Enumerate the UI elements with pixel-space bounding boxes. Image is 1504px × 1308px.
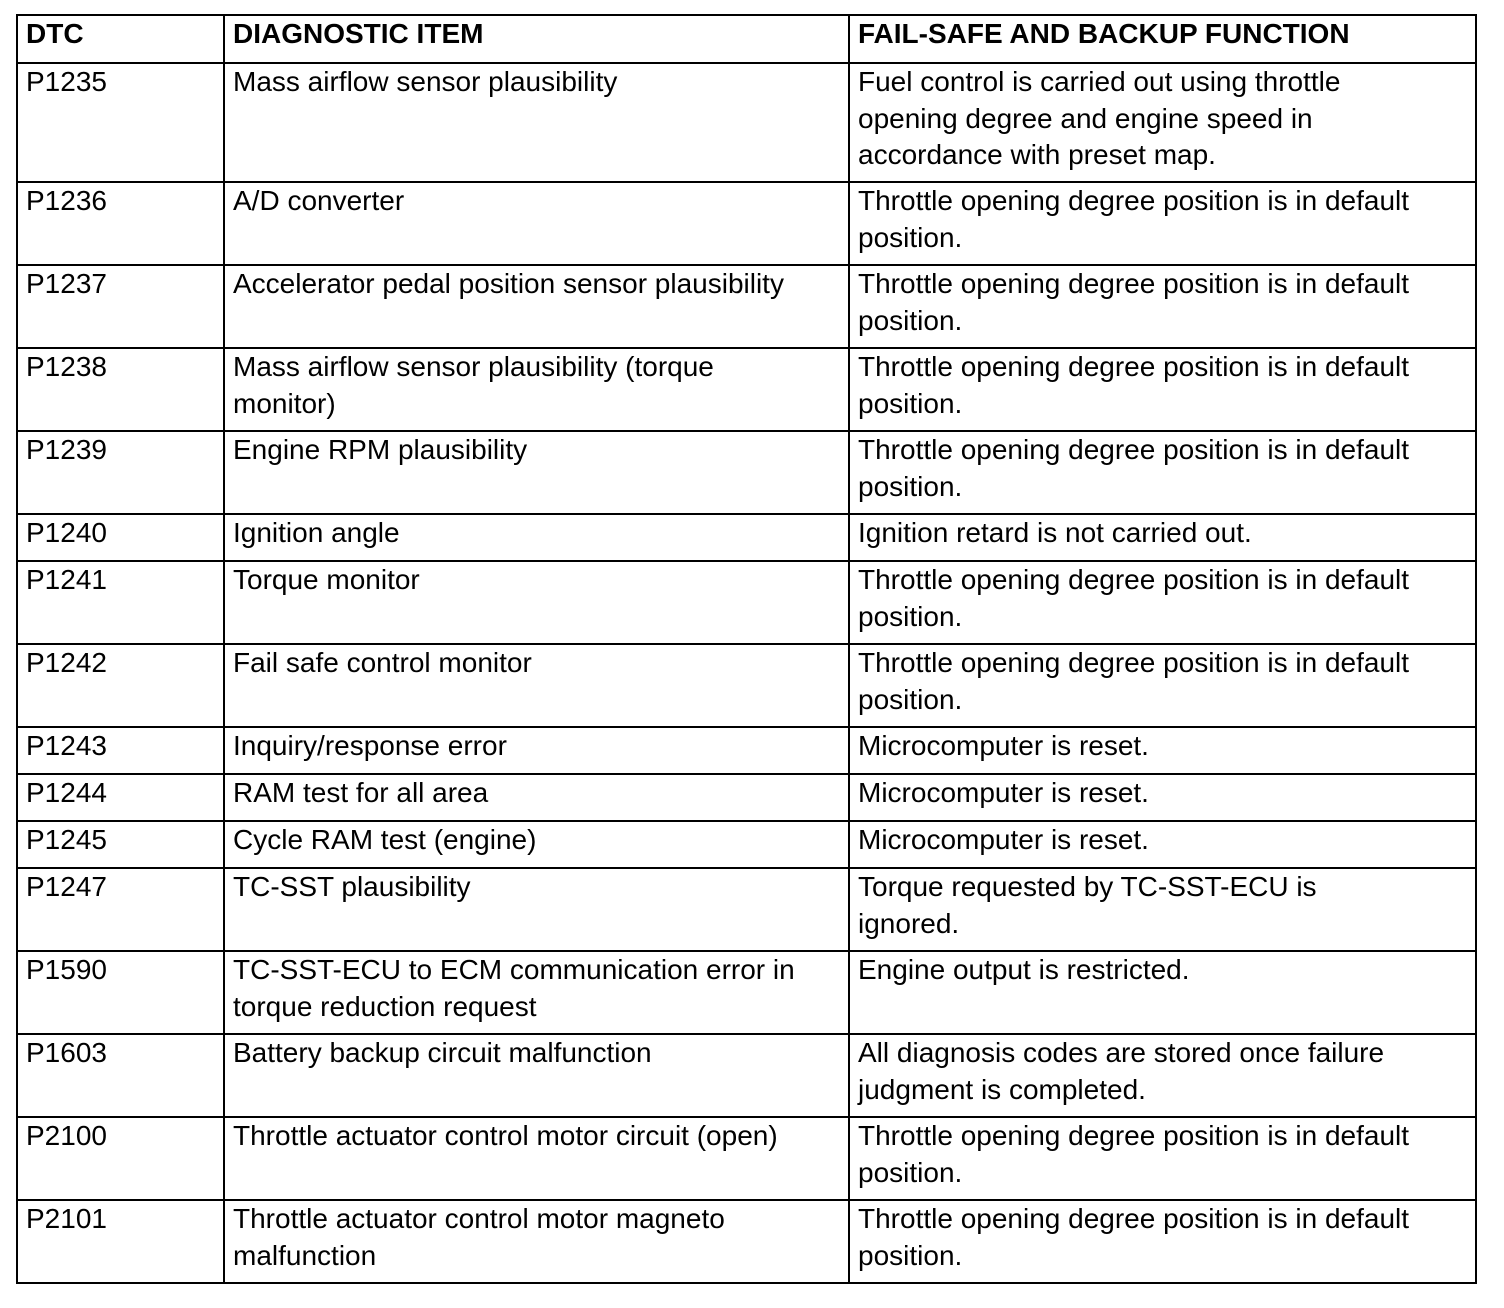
cell-dtc-code: P1237 (17, 265, 224, 348)
cell-fail-safe-function (849, 63, 1476, 182)
fail-safe-line: judgment is completed. (858, 1073, 1146, 1105)
diagnostic-item-line: Inquiry/response error (233, 730, 507, 761)
table-row (17, 951, 1476, 1034)
fail-safe-line: Throttle opening degree position is in default (858, 434, 1410, 465)
cell-dtc-code: P1603 (17, 1034, 224, 1117)
fail-safe-line: Microcomputer is reset. (858, 730, 1149, 761)
diagnostic-item-line: malfunction (233, 1239, 377, 1271)
cell-diagnostic-item (224, 1117, 849, 1200)
cell-diagnostic-item (224, 727, 849, 774)
cell-diagnostic-item (224, 514, 849, 561)
cell-diagnostic-item (224, 644, 849, 727)
diagnostic-item-line: Throttle actuator control motor magneto (233, 1203, 725, 1234)
diagnostic-item-line: Engine RPM plausibility (233, 434, 528, 465)
fail-safe-line: ignored. (858, 907, 960, 939)
fail-safe-line: position. (858, 1239, 963, 1271)
cell-dtc-code: P1590 (17, 951, 224, 1034)
cell-fail-safe-function (849, 1034, 1476, 1117)
fail-safe-line: position. (858, 304, 963, 336)
cell-diagnostic-item (224, 1200, 849, 1283)
cell-diagnostic-item (224, 561, 849, 644)
table-row (17, 774, 1476, 821)
diagnostic-item-line: Ignition angle (233, 517, 400, 548)
diagnostic-item-line: Mass airflow sensor plausibility (233, 66, 618, 97)
fail-safe-line: opening degree and engine speed in (858, 102, 1313, 134)
table-row (17, 1200, 1476, 1283)
diagnostic-item-line: Throttle actuator control motor circuit (open) (233, 1120, 778, 1151)
cell-dtc-code: P1242 (17, 644, 224, 727)
diagnostic-item-line: A/D converter (233, 185, 405, 216)
header-diagnostic-item: DIAGNOSTIC ITEM (224, 15, 849, 63)
cell-dtc-code: P1247 (17, 868, 224, 951)
cell-fail-safe-function (849, 561, 1476, 644)
cell-dtc-code: P1241 (17, 561, 224, 644)
fail-safe-line: accordance with preset map. (858, 139, 1216, 170)
fail-safe-line: Throttle opening degree position is in default (858, 647, 1410, 678)
cell-diagnostic-item (224, 265, 849, 348)
cell-fail-safe-function (849, 821, 1476, 868)
diagnostic-item-line: Battery backup circuit malfunction (233, 1037, 652, 1068)
fail-safe-line: Throttle opening degree position is in default (858, 1120, 1410, 1151)
diagnostic-item-line: TC-SST-ECU to ECM communication error in (233, 954, 795, 985)
cell-fail-safe-function (849, 348, 1476, 431)
table-row (17, 561, 1476, 644)
diagnostic-item-line: Torque monitor (233, 564, 420, 595)
fail-safe-line: Microcomputer is reset. (858, 824, 1149, 855)
fail-safe-line: Throttle opening degree position is in default (858, 268, 1410, 299)
fail-safe-line: position. (858, 1156, 963, 1188)
fail-safe-line: Torque requested by TC-SST-ECU is (858, 871, 1317, 902)
cell-diagnostic-item (224, 431, 849, 514)
table-row (17, 644, 1476, 727)
cell-dtc-code: P1235 (17, 63, 224, 182)
table-row (17, 1034, 1476, 1117)
table-header-row (17, 15, 1476, 63)
cell-dtc-code: P1238 (17, 348, 224, 431)
cell-diagnostic-item (224, 821, 849, 868)
fail-safe-line: position. (858, 387, 963, 419)
cell-fail-safe-function (849, 868, 1476, 951)
cell-diagnostic-item (224, 348, 849, 431)
header-dtc: DTC (17, 15, 224, 63)
table-row (17, 727, 1476, 774)
cell-dtc-code: P1245 (17, 821, 224, 868)
diagnostic-item-line: torque reduction request (233, 990, 537, 1022)
cell-diagnostic-item (224, 63, 849, 182)
cell-dtc-code: P1236 (17, 182, 224, 265)
cell-dtc-code: P1240 (17, 514, 224, 561)
table-row (17, 348, 1476, 431)
cell-dtc-code: P2101 (17, 1200, 224, 1283)
table-row (17, 265, 1476, 348)
diagnostic-item-line: RAM test for all area (233, 777, 489, 808)
dtc-failsafe-table (16, 14, 1477, 1284)
fail-safe-line: Throttle opening degree position is in default (858, 185, 1410, 216)
table-row (17, 431, 1476, 514)
cell-fail-safe-function (849, 951, 1476, 1034)
diagnostic-item-line: monitor) (233, 387, 336, 419)
fail-safe-line: position. (858, 683, 963, 715)
cell-fail-safe-function (849, 644, 1476, 727)
fail-safe-line: position. (858, 600, 963, 632)
cell-fail-safe-function (849, 514, 1476, 561)
cell-diagnostic-item (224, 1034, 849, 1117)
table-row (17, 868, 1476, 951)
table-row (17, 821, 1476, 868)
table-row (17, 182, 1476, 265)
fail-safe-line: Throttle opening degree position is in default (858, 564, 1410, 595)
diagnostic-item-line: Accelerator pedal position sensor plausibility (233, 268, 784, 299)
diagnostic-item-line: Fail safe control monitor (233, 647, 532, 678)
cell-diagnostic-item (224, 868, 849, 951)
cell-dtc-code: P1244 (17, 774, 224, 821)
fail-safe-line: Engine output is restricted. (858, 954, 1190, 985)
cell-diagnostic-item (224, 951, 849, 1034)
cell-fail-safe-function (849, 431, 1476, 514)
table-row (17, 514, 1476, 561)
fail-safe-line: All diagnosis codes are stored once failure (858, 1037, 1385, 1068)
table-row (17, 63, 1476, 182)
table-body (17, 63, 1476, 1283)
cell-fail-safe-function (849, 265, 1476, 348)
table-row (17, 1117, 1476, 1200)
fail-safe-line: position. (858, 221, 963, 253)
fail-safe-line: position. (858, 470, 963, 502)
cell-fail-safe-function (849, 182, 1476, 265)
cell-diagnostic-item (224, 774, 849, 821)
cell-fail-safe-function (849, 727, 1476, 774)
fail-safe-line: Ignition retard is not carried out. (858, 517, 1252, 548)
diagnostic-item-line: TC-SST plausibility (233, 871, 471, 902)
cell-dtc-code: P1243 (17, 727, 224, 774)
cell-fail-safe-function (849, 774, 1476, 821)
cell-fail-safe-function (849, 1117, 1476, 1200)
fail-safe-line: Throttle opening degree position is in default (858, 351, 1410, 382)
cell-fail-safe-function (849, 1200, 1476, 1283)
cell-dtc-code: P2100 (17, 1117, 224, 1200)
fail-safe-line: Fuel control is carried out using throttle (858, 66, 1341, 97)
diagnostic-item-line: Mass airflow sensor plausibility (torque (233, 351, 714, 382)
cell-diagnostic-item (224, 182, 849, 265)
fail-safe-line: Microcomputer is reset. (858, 777, 1149, 808)
fail-safe-line: Throttle opening degree position is in default (858, 1203, 1410, 1234)
diagnostic-item-line: Cycle RAM test (engine) (233, 824, 537, 855)
header-fail-safe-backup: FAIL-SAFE AND BACKUP FUNCTION (849, 15, 1476, 63)
cell-dtc-code: P1239 (17, 431, 224, 514)
